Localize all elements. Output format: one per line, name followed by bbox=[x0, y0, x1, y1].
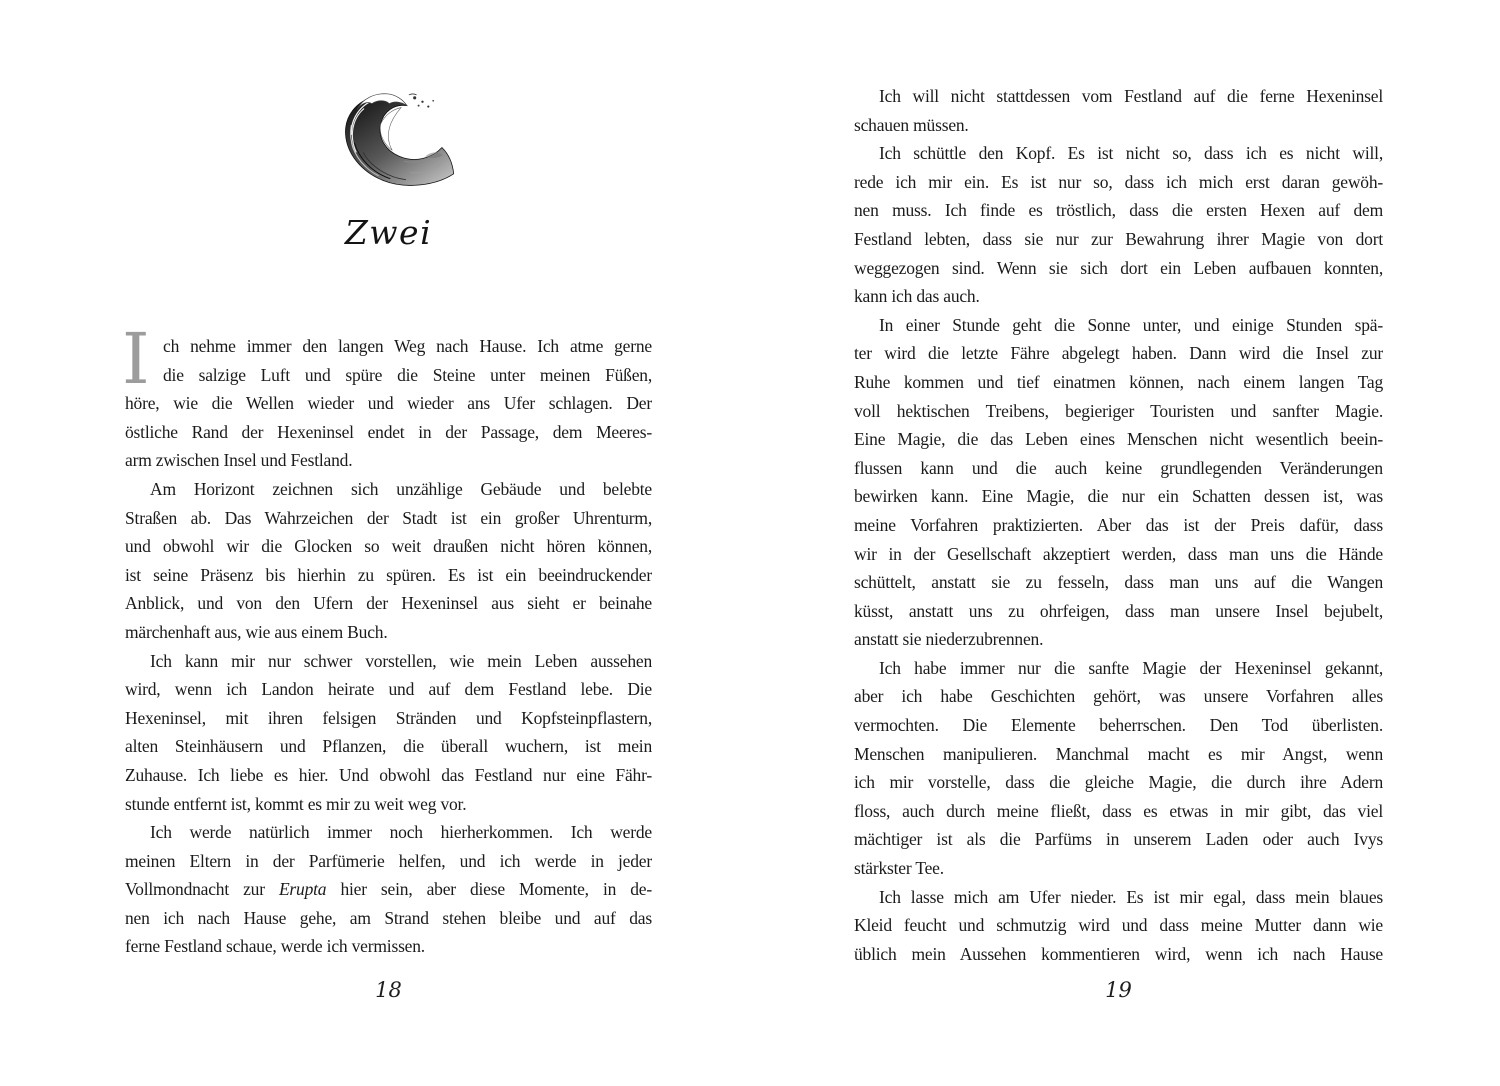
text-line bbox=[854, 311, 1383, 340]
text-line bbox=[125, 475, 652, 504]
text-line bbox=[854, 540, 1383, 569]
text-line bbox=[854, 397, 1383, 426]
text-segment: üblich mein Aussehen kommentieren wird, wenn ich nach Hause bbox=[854, 943, 1383, 964]
text-line bbox=[854, 196, 1383, 225]
text-segment: Straßen ab. Das Wahrzeichen der Stadt ist ein großer Uhrenturm, bbox=[125, 507, 652, 528]
text-line bbox=[854, 625, 1383, 654]
text-line bbox=[125, 761, 652, 790]
text-segment: floss, auch durch meine fließt, dass es etwas in mir gibt, das viel bbox=[854, 800, 1383, 821]
paragraph bbox=[854, 654, 1383, 883]
text-line bbox=[854, 339, 1383, 368]
paragraph bbox=[122, 318, 652, 475]
text-segment: wird, wenn ich Landon heirate und auf dem Festland lebe. Die bbox=[125, 679, 652, 700]
paragraph bbox=[125, 647, 652, 819]
text-segment: bewirken kann. Eine Magie, die nur ein Schatten dessen ist, was bbox=[854, 486, 1383, 507]
text-segment: Anblick, und von den Ufern der Hexeninsel aus sieht er beinahe bbox=[125, 593, 652, 614]
left-page-text bbox=[122, 318, 652, 961]
text-segment: Kleid feucht und schmutzig wird und dass meine Mutter dann wie bbox=[854, 915, 1383, 936]
text-line bbox=[125, 790, 652, 819]
text-line bbox=[125, 675, 652, 704]
text-segment: vermochten. Die Elemente beherrschen. Den Tod überlisten. bbox=[854, 715, 1383, 736]
left-page bbox=[122, 0, 652, 1086]
text-line bbox=[125, 704, 652, 733]
text-line bbox=[125, 532, 652, 561]
text-line bbox=[125, 332, 652, 361]
text-line bbox=[854, 482, 1383, 511]
paragraph bbox=[854, 883, 1383, 969]
text-segment: östliche Rand der Hexeninsel endet in der Passage, dem Meeres- bbox=[125, 421, 652, 442]
text-segment: ch nehme immer den langen Weg nach Hause. Ich atme gerne bbox=[163, 336, 652, 356]
text-line bbox=[854, 568, 1383, 597]
text-segment: Menschen manipulieren. Manchmal macht es mir Angst, wenn bbox=[854, 743, 1383, 764]
text-line bbox=[854, 740, 1383, 769]
text-line bbox=[125, 504, 652, 533]
text-line bbox=[854, 654, 1383, 683]
text-line bbox=[854, 139, 1383, 168]
text-segment: flussen kann und die auch keine grundlegenden Veränderungen bbox=[854, 457, 1383, 478]
text-segment: mächtiger ist als die Parfüms in unserem Laden oder auch Ivys bbox=[854, 829, 1383, 850]
italic-term: Erupta bbox=[278, 879, 327, 900]
text-segment: ferne Festland schaue, werde ich vermissen. bbox=[125, 936, 425, 957]
text-line bbox=[125, 618, 652, 647]
text-segment: alten Steinhäusern und Pflanzen, die überall wuchern, ist mein bbox=[125, 736, 652, 757]
text-segment: stunde entfernt ist, kommt es mir zu weit weg vor. bbox=[125, 793, 467, 814]
text-segment: wir in der Gesellschaft akzeptiert werden, dass man uns die Hände bbox=[854, 543, 1383, 564]
text-segment: schauen müssen. bbox=[854, 114, 969, 135]
text-line bbox=[854, 111, 1383, 140]
wave-icon bbox=[339, 92, 466, 204]
text-line bbox=[854, 254, 1383, 283]
text-segment: meinen Eltern in der Parfümerie helfen, und ich werde in jeder bbox=[125, 850, 652, 871]
text-segment: Ich kann mir nur schwer vorstellen, wie mein Leben aussehen bbox=[150, 650, 652, 671]
text-line bbox=[854, 768, 1383, 797]
text-segment: rede ich mir ein. Es ist nur so, dass ich mich erst daran gewöh- bbox=[854, 171, 1383, 192]
text-segment: Vollmondnacht zur bbox=[125, 879, 279, 900]
text-line bbox=[125, 389, 652, 418]
text-segment: ter wird die letzte Fähre abgelegt haben. Dann wird die Insel zur bbox=[854, 343, 1383, 364]
text-line bbox=[125, 589, 652, 618]
text-line bbox=[854, 682, 1383, 711]
paragraph bbox=[854, 82, 1383, 139]
text-line bbox=[854, 597, 1383, 626]
chapter-title: Zwei bbox=[344, 213, 433, 252]
text-segment: ist seine Präsenz bis hierhin zu spüren. Es ist ein beeindruckender bbox=[125, 564, 652, 585]
text-line bbox=[854, 940, 1383, 969]
text-line bbox=[854, 797, 1383, 826]
right-page-text bbox=[854, 82, 1383, 968]
text-segment: Ich will nicht stattdessen vom Festland auf die ferne Hexeninsel bbox=[879, 86, 1383, 106]
text-segment: nen muss. Ich finde es tröstlich, dass die ersten Hexen auf dem bbox=[854, 200, 1383, 221]
text-line bbox=[125, 932, 652, 961]
wave-ornament-illustration bbox=[339, 92, 466, 209]
text-line bbox=[854, 511, 1383, 540]
text-segment: Eine Magie, die das Leben eines Menschen nicht wesentlich beein- bbox=[854, 429, 1383, 450]
page-number-left: 18 bbox=[375, 978, 402, 1002]
text-segment: und obwohl wir die Glocken so weit draußen nicht hören können, bbox=[125, 536, 652, 557]
text-segment: voll hektischen Treibens, begieriger Touristen und sanfter Magie. bbox=[854, 400, 1383, 421]
text-segment: anstatt sie niederzubrennen. bbox=[854, 629, 1044, 650]
text-segment: höre, wie die Wellen wieder und wieder ans Ufer schlagen. Der bbox=[125, 393, 652, 414]
paragraph bbox=[125, 818, 652, 961]
text-line bbox=[125, 732, 652, 761]
right-page bbox=[854, 0, 1383, 1086]
text-line bbox=[125, 647, 652, 676]
text-segment: Ich schüttle den Kopf. Es ist nicht so, dass ich es nicht will, bbox=[879, 143, 1383, 164]
text-line bbox=[125, 904, 652, 933]
text-segment: Ich werde natürlich immer noch hierherkommen. Ich werde bbox=[150, 822, 652, 843]
text-line bbox=[854, 225, 1383, 254]
text-line bbox=[854, 911, 1383, 940]
text-line bbox=[854, 454, 1383, 483]
text-line bbox=[125, 875, 652, 904]
text-segment: arm zwischen Insel und Festland. bbox=[125, 450, 353, 471]
text-line bbox=[854, 854, 1383, 883]
text-segment: märchenhaft aus, wie aus einem Buch. bbox=[125, 621, 388, 642]
text-line bbox=[125, 446, 652, 475]
text-segment: In einer Stunde geht die Sonne unter, und einige Stunden spä- bbox=[879, 314, 1383, 335]
text-line bbox=[125, 561, 652, 590]
text-line bbox=[854, 825, 1383, 854]
drop-cap: I bbox=[122, 318, 150, 400]
text-segment: küsst, anstatt uns zu ohrfeigen, dass man unsere Insel bejubelt, bbox=[854, 600, 1383, 621]
text-line bbox=[854, 82, 1383, 111]
text-segment: Festland lebten, dass sie nur zur Bewahrung ihrer Magie von dort bbox=[854, 228, 1383, 249]
text-line bbox=[854, 711, 1383, 740]
paragraph bbox=[854, 311, 1383, 654]
paragraph bbox=[125, 475, 652, 647]
text-segment: Ich habe immer nur die sanfte Magie der Hexeninsel gekannt, bbox=[879, 657, 1383, 678]
text-line bbox=[125, 418, 652, 447]
text-segment: ich mir vorstelle, dass die gleiche Magie, die durch ihre Adern bbox=[854, 772, 1383, 793]
text-line bbox=[854, 168, 1383, 197]
text-segment: stärkster Tee. bbox=[854, 858, 944, 879]
text-line bbox=[125, 847, 652, 876]
text-segment: Hexeninsel, mit ihren felsigen Stränden und Kopfsteinpflastern, bbox=[125, 707, 652, 728]
paragraph bbox=[854, 139, 1383, 311]
text-line bbox=[854, 368, 1383, 397]
text-segment: die salzige Luft und spüre die Steine unter meinen Füßen, bbox=[163, 364, 652, 385]
text-segment: Am Horizont zeichnen sich unzählige Gebäude und belebte bbox=[150, 478, 652, 499]
text-segment: meine Vorfahren praktizierten. Aber das ist der Preis dafür, dass bbox=[854, 514, 1383, 535]
text-segment: schüttelt, anstatt sie zu fesseln, dass man uns auf die Wangen bbox=[854, 572, 1383, 593]
text-line bbox=[125, 818, 652, 847]
text-segment: Zuhause. Ich liebe es hier. Und obwohl das Festland nur eine Fähr- bbox=[125, 764, 652, 785]
text-line bbox=[854, 883, 1383, 912]
text-segment: weggezogen sind. Wenn sie sich dort ein Leben aufbauen konnten, bbox=[854, 257, 1383, 278]
text-segment: hier sein, aber diese Momente, in de- bbox=[326, 879, 652, 900]
text-segment: nen ich nach Hause gehe, am Strand stehen bleibe und auf das bbox=[125, 907, 652, 928]
text-segment: aber ich habe Geschichten gehört, was unsere Vorfahren alles bbox=[854, 686, 1383, 707]
text-segment: Ruhe kommen und tief einatmen können, nach einem langen Tag bbox=[854, 371, 1383, 392]
page-number-right: 19 bbox=[1105, 978, 1132, 1002]
text-line bbox=[854, 425, 1383, 454]
text-segment: kann ich das auch. bbox=[854, 286, 980, 307]
text-line bbox=[854, 282, 1383, 311]
text-segment: Ich lasse mich am Ufer nieder. Es ist mir egal, dass mein blaues bbox=[879, 886, 1383, 907]
text-line bbox=[125, 361, 652, 390]
